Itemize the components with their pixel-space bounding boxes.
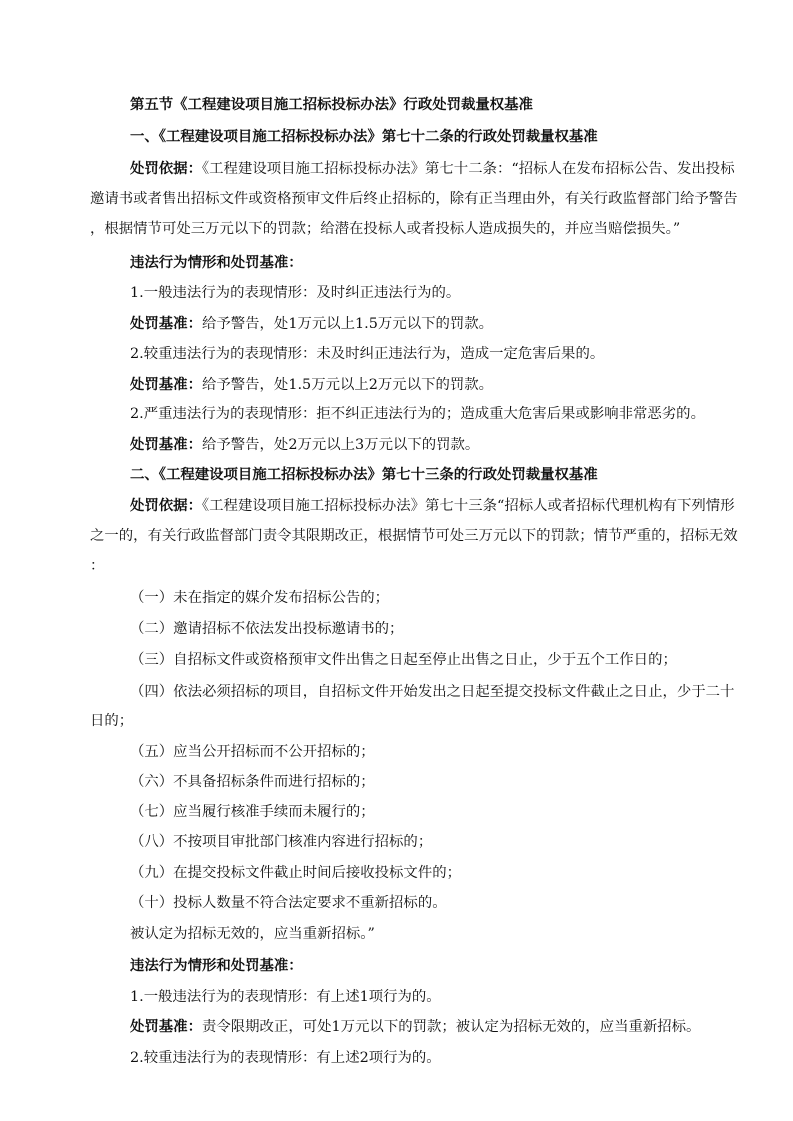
part2-basis-text1: 《工程建设项目施工招标投标办法》第七十三条“招标人或者招标代理机构有下列情形 (201, 498, 735, 514)
clause-item: （九）在提交投标文件截止时间后接收投标文件的； (130, 865, 461, 881)
part1-heading: 一、《工程建设项目施工招标投标办法》第七十二条的行政处罚裁量权基准 (130, 129, 598, 145)
clause-item-continued: 日的； (90, 713, 134, 729)
clause-item: （四）依法必须招标的项目，自招标文件开始发出之日起至提交投标文件截止之日止，少于二十 (130, 684, 735, 700)
clause-item: （六）不具备招标条件而进行招标的； (130, 774, 375, 790)
part1-item2-penalty: 给予警告，处1.5万元以上2万元以下的罚款。 (201, 377, 494, 393)
clause-item: （三）自招标文件或资格预审文件出售之日起至停止出售之日止，少于五个工作日的； (130, 652, 677, 668)
part1-basis-line3: ，根据情节可处三万元以下的罚款；给潜在投标人或者投标人造成损失的，并应当赔偿损失。” (90, 221, 681, 237)
part1-item3-penalty-line (130, 435, 479, 455)
clause-item: （八）不按项目审批部门核准内容进行招标的； (130, 834, 433, 850)
part1-basis-label: 处罚依据： (130, 161, 202, 177)
part2-basis-line3: ： (90, 558, 105, 574)
part2-item2: 2.较重违法行为的表现情形：有上述2项行为的。 (130, 1050, 441, 1066)
part1-violation-heading: 违法行为情形和处罚基准： (130, 255, 303, 271)
part1-item2: 2.较重违法行为的表现情形：未及时纠正违法行为，造成一定危害后果的。 (130, 346, 605, 362)
clause-item: （一）未在指定的媒介发布招标公告的； (130, 590, 390, 606)
part1-item3-label: 处罚基准： (130, 437, 202, 453)
part1-basis-text1: 《工程建设项目施工招标投标办法》第七十二条：“招标人在发布招标公告、发出投标 (201, 161, 735, 177)
part2-violation-heading: 违法行为情形和处罚基准： (130, 958, 303, 974)
part1-item1-label: 处罚基准： (130, 316, 202, 332)
part1-item1: 1.一般违法行为的表现情形：及时纠正违法行为的。 (130, 285, 461, 301)
part2-basis-line2: 之一的，有关行政监督部门责令其限期改正，根据情节可处三万元以下的罚款；情节严重的，招标无效 (90, 528, 738, 544)
clause-item: （五）应当公开招标而不公开招标的； (130, 744, 375, 760)
part1-item3: 2.严重违法行为的表现情形：拒不纠正违法行为的；造成重大危害后果或影响非常恶劣的。 (130, 406, 705, 422)
part1-basis-line1 (130, 159, 735, 179)
part2-item1-penalty: 责令限期改正，可处1万元以下的罚款；被认定为招标无效的，应当重新招标。 (201, 1019, 701, 1035)
part2-closing: 被认定为招标无效的，应当重新招标。” (130, 926, 375, 942)
part1-item3-penalty: 给予警告，处2万元以上3万元以下的罚款。 (201, 437, 480, 453)
part2-item1-label: 处罚基准： (130, 1019, 202, 1035)
part2-basis-line1 (130, 496, 735, 516)
part2-basis-label: 处罚依据： (130, 498, 202, 514)
part1-item2-penalty-line (130, 375, 493, 395)
part2-heading: 二、《工程建设项目施工招标投标办法》第七十三条的行政处罚裁量权基准 (130, 467, 598, 483)
clause-item: （十）投标人数量不符合法定要求不重新招标的。 (130, 895, 447, 911)
part1-item1-penalty: 给予警告，处1万元以上1.5万元以下的罚款。 (201, 316, 494, 332)
part2-item1-penalty-line (130, 1017, 700, 1037)
section-title: 第五节《工程建设项目施工招标投标办法》行政处罚裁量权基准 (130, 97, 533, 113)
part2-item1: 1.一般违法行为的表现情形：有上述1项行为的。 (130, 989, 441, 1005)
clause-item: （二）邀请招标不依法发出投标邀请书的； (130, 621, 404, 637)
clause-item: （七）应当履行核准手续而未履行的； (130, 804, 375, 820)
part1-basis-line2: 邀请书或者售出招标文件或资格预审文件后终止招标的，除有正当理由外，有关行政监督部门给予警告 (90, 191, 738, 207)
part1-item1-penalty-line (130, 314, 493, 334)
part1-item2-label: 处罚基准： (130, 377, 202, 393)
